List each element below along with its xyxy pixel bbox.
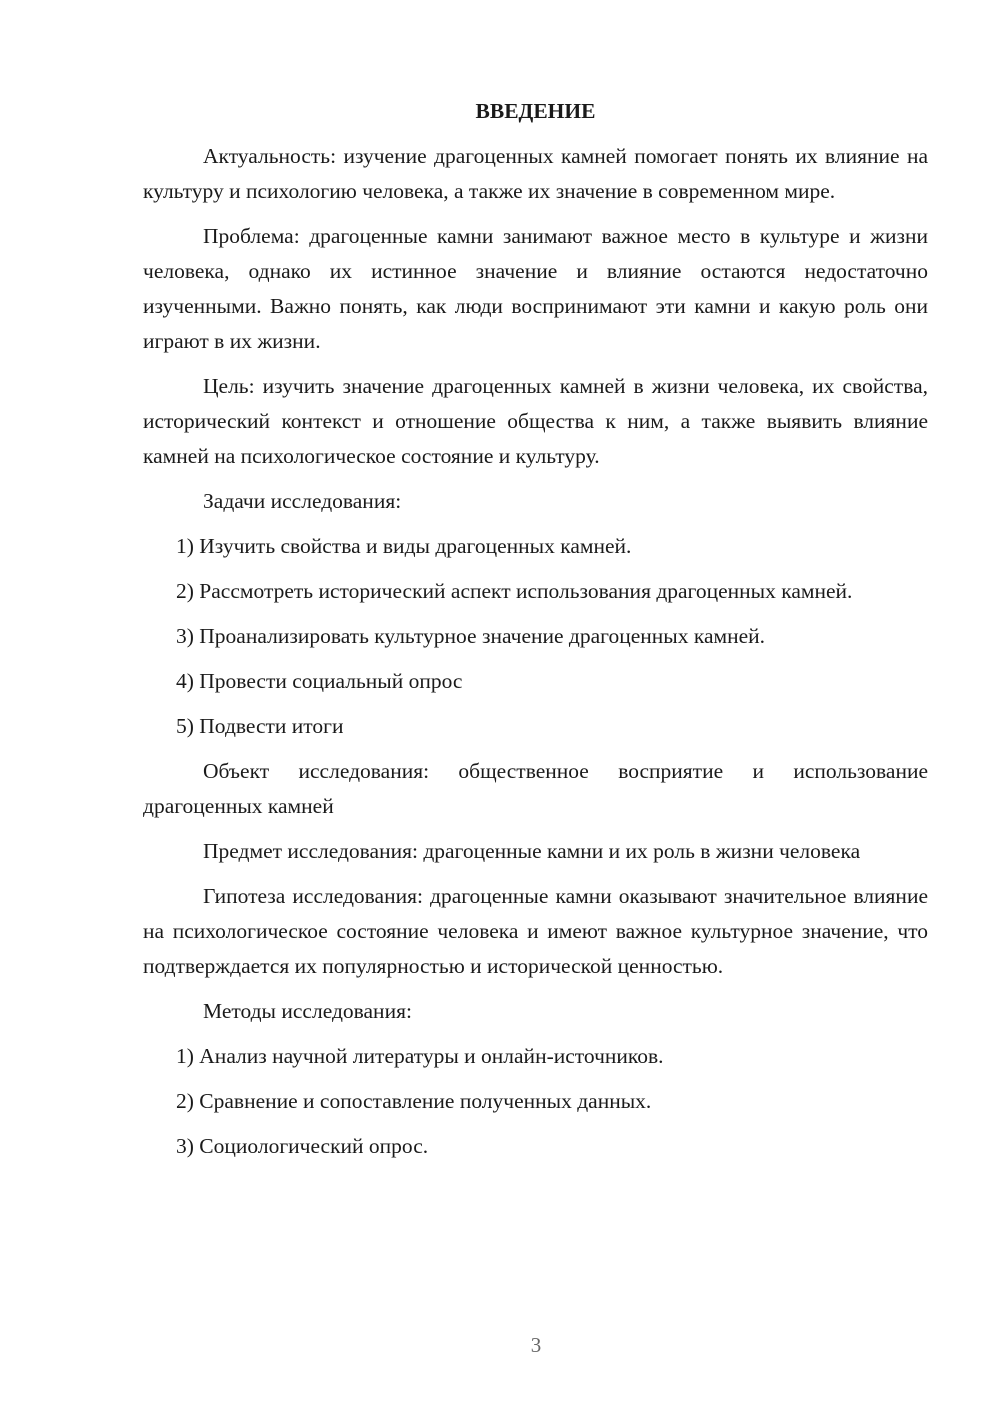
paragraph-goal: Цель: изучить значение драгоценных камней в жизни человека, их свойства, исторический контекст и отношение общества к ним, а также выявить влияние камней на психологическое состояние и культуру. (143, 374, 928, 468)
task-item-1: 1) Изучить свойства и виды драгоценных камней. (176, 534, 632, 558)
method-item-2: 2) Сравнение и сопоставление полученных данных. (176, 1089, 652, 1113)
paragraph-methods-heading: Методы исследования: (203, 999, 412, 1023)
paragraph-relevance: Актуальность: изучение драгоценных камней помогает понять их влияние на культуру и психологию человека, а также их значение в современном мире. (143, 144, 928, 203)
paragraph-tasks-heading: Задачи исследования: (203, 489, 402, 513)
task-item-2: 2) Рассмотреть исторический аспект использования драгоценных камней. (176, 579, 853, 603)
method-item-1: 1) Анализ научной литературы и онлайн-источников. (176, 1044, 664, 1068)
paragraph-hypothesis: Гипотеза исследования: драгоценные камни оказывают значительное влияние на психологическое состояние человека и имеют важное культурное значение, что подтверждается их популярностью и исторической ценностью. (143, 884, 928, 978)
paragraph-object: Объект исследования: общественное восприятие и использование драгоценных камней (143, 759, 928, 818)
method-item-3: 3) Социологический опрос. (176, 1134, 429, 1158)
page-number: 3 (530, 1333, 542, 1357)
task-item-3: 3) Проанализировать культурное значение драгоценных камней. (176, 624, 766, 648)
paragraph-problem: Проблема: драгоценные камни занимают важное место в культуре и жизни человека, однако их истинное значение и влияние остаются недостаточно изученными. Важно понять, как люди воспринимают эти камни и какую роль они играют в их жизни. (143, 224, 928, 353)
task-item-5: 5) Подвести итоги (176, 714, 344, 738)
page-content (143, 94, 928, 1174)
section-title: ВВЕДЕНИЕ (475, 99, 596, 123)
task-item-4: 4) Провести социальный опрос (176, 669, 463, 693)
paragraph-subject: Предмет исследования: драгоценные камни и их роль в жизни человека (203, 839, 861, 863)
